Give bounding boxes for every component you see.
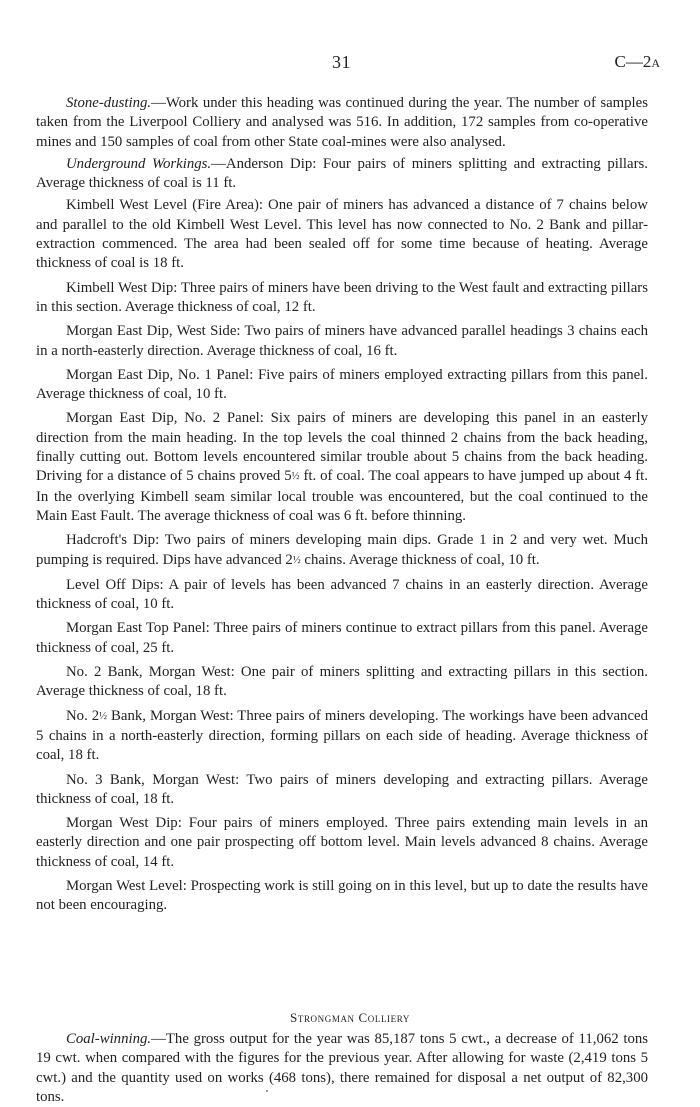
fraction: ½	[291, 471, 300, 483]
paragraph-text: —Anderson Dip: Four pairs of miners splitting and extracting pillars. Average thickness of coal is 11 ft.	[36, 155, 649, 192]
paragraph-hadcrofts-dip	[36, 531, 648, 571]
paragraph-text: chains. Average thickness of coal, 10 ft.	[300, 551, 540, 568]
paragraph-no3-bank-morgan-west: No. 3 Bank, Morgan West: Two pairs of miners developing and extracting pillars. Average thickness of coal, 18 ft.	[36, 771, 648, 807]
paragraph-text: ft. of coal. The coal appears to have jumped up about 4 ft. In the overlying Kimbell seam similar local trouble was encountered, but the coal continued to the Main East Fault. The average thickness of coal was 6 ft. before thinning.	[36, 468, 648, 524]
heading-stone-dusting: Stone-dusting.	[66, 95, 152, 111]
scan-mark	[266, 1090, 268, 1092]
heading-coal-winning: Coal-winning.	[66, 1031, 152, 1047]
paragraph-level-off-dips: Level Off Dips: A pair of levels has been advanced 7 chains in an easterly direction. Average thickness of coal, 10 ft.	[36, 576, 648, 613]
paragraph-coal-winning	[36, 1030, 648, 1107]
report-body	[36, 94, 648, 921]
paragraph-text: No. 2	[66, 707, 100, 724]
paragraph-morgan-east-dip-panel-2	[36, 409, 648, 526]
fraction: ½	[292, 554, 301, 566]
paragraph-kimbell-west-dip: Kimbell West Dip: Three pairs of miners have been driving to the West fault and extracting pillars in this section. Average thickness of coal, 12 ft.	[36, 279, 648, 315]
paragraph-no2-half-bank-morgan-west	[36, 707, 648, 766]
section-title: Strongman Colliery	[290, 1010, 410, 1025]
paragraph-morgan-east-top-panel: Morgan East Top Panel: Three pairs of miners continue to extract pillars from this panel. Average thickness of coal, 25 ft.	[36, 620, 648, 656]
paragraph-text: Morgan East Dip, No. 2 Panel: Six pairs of miners are developing this panel in an easterly direction from the main heading. In the top levels the coal thinned 2 chains from the back heading, finally cutting out. Bottom levels encountered similar trouble about 5 chains from the back heading. Driving for a distance of 5 chains proved 5	[36, 410, 648, 485]
page-number: 31	[332, 52, 351, 72]
paragraph-text: —The gross output for the year was 85,187 tons 5 cwt., a decrease of 11,062 tons 19 cwt. when compared with the figures for the previous year. After allowing for waste (2,419 tons 5 cwt.) and the quantity used on works (468 tons), there remained for disposal a net output of 82,300 tons.	[36, 1031, 648, 1105]
heading-underground-workings: Underground Workings.	[66, 155, 212, 172]
document-reference-main: C—2	[614, 52, 652, 71]
paragraph-underground-workings	[36, 155, 648, 194]
paragraph-morgan-west-dip: Morgan West Dip: Four pairs of miners employed. Three pairs extending main levels in an easterly direction and one pair prospecting off bottom level. Main levels advanced 8 chains. Average thickness of coal, 14 ft.	[36, 815, 648, 870]
paragraph-text: Hadcroft's Dip: Two pairs of miners developing main dips. Grade 1 in 2 and very wet. Much pumping is required. Dips have advanced 2	[36, 532, 648, 568]
paragraph-text: —Work under this heading was continued during the year. The number of samples taken from the Liverpool Colliery and analysed was 516. In addition, 172 samples from co-operative mines and 150 samples of coal from other State coal-mines were also analysed.	[36, 95, 648, 150]
document-reference-suffix: A	[651, 56, 660, 70]
paragraph-text: Bank, Morgan West: Three pairs of miners developing. The workings have been advanced 5 chains in a north-easterly direction, forming pillars on each side of heading. Average thickness of coal, 18 ft.	[36, 707, 648, 764]
document-reference	[614, 52, 660, 72]
page-header	[0, 52, 700, 78]
paragraph-morgan-west-level: Morgan West Level: Prospecting work is still going on in this level, but up to date the results have not been encouraging.	[36, 877, 648, 914]
paragraph-stone-dusting	[36, 94, 648, 152]
paragraph-kimbell-west-level: Kimbell West Level (Fire Area): One pair of miners has advanced a distance of 7 chains below and parallel to the old Kimbell West Level. This level has now connected to No. 2 Bank and pillar-extraction commenced. The area had been sealed off for some time because of heating. Average thickness of coal is 18 ft.	[36, 197, 648, 272]
paragraph-morgan-east-dip-panel-1: Morgan East Dip, No. 1 Panel: Five pairs of miners employed extracting pillars from this panel. Average thickness of coal, 10 ft.	[36, 366, 648, 403]
section-body	[36, 1030, 648, 1107]
fraction: ½	[99, 710, 108, 722]
paragraph-no2-bank-morgan-west: No. 2 Bank, Morgan West: One pair of miners splitting and extracting pillars in this section. Average thickness of coal, 18 ft.	[36, 664, 648, 700]
paragraph-morgan-east-dip-west-side: Morgan East Dip, West Side: Two pairs of miners have advanced parallel headings 3 chains each in a north-easterly direction. Average thickness of coal, 16 ft.	[36, 323, 648, 359]
